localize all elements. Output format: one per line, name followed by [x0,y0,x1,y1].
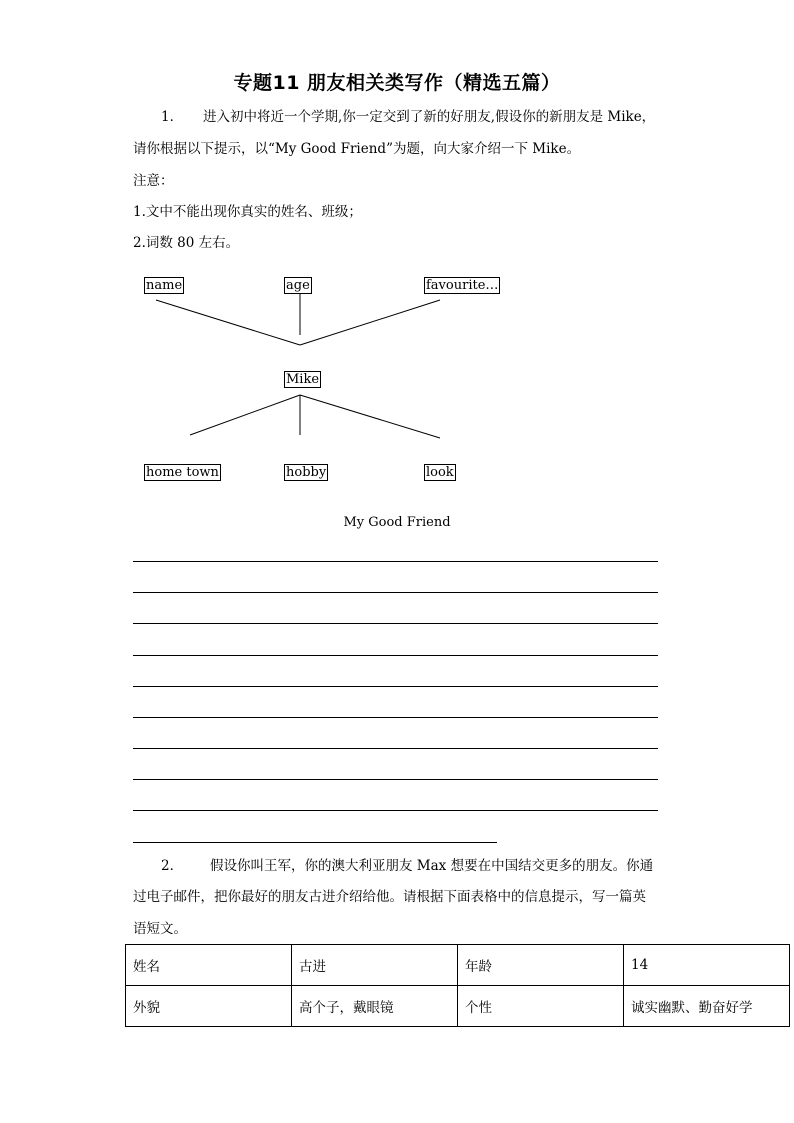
table-row [126,986,790,1027]
connector-look [300,395,440,438]
cell-value-appearance: 高个子，戴眼镜 [292,986,458,1027]
info-table [125,944,790,1027]
q1-number: 1． [161,109,184,125]
page-title: 专题11 朋友相关类写作（精选五篇） [233,72,561,94]
writing-line[interactable] [133,561,658,562]
writing-line[interactable] [133,810,658,811]
node-age: age [286,278,310,293]
cell-label-personality: 个性 [458,986,624,1027]
writing-line[interactable] [133,717,658,718]
node-name: name [146,278,183,293]
node-mike: Mike [286,372,320,387]
writing-line[interactable] [133,623,658,624]
connector-home-town [190,395,300,435]
q2-prompt-line1: 假设你叫王军，你的澳大利亚朋友 Max 想要在中国结交更多的朋友。你通 [210,858,654,874]
cell-label-name: 姓名 [126,945,292,986]
essay-title: My Good Friend [343,515,451,530]
writing-line[interactable] [133,779,658,780]
connector-name [156,300,300,345]
table-row [126,945,790,986]
q1-prompt-line2: 请你根据以下提示，以“My Good Friend”为题，向大家介绍一下 Mike。 [133,141,581,157]
node-home-town: home town [146,465,219,480]
q1-note-1: 1.文中不能出现你真实的姓名、班级； [133,204,362,220]
cell-value-personality: 诚实幽默、勤奋好学 [624,986,790,1027]
writing-line[interactable] [133,655,658,656]
writing-line-last[interactable] [133,842,497,843]
q1-note-label: 注意： [133,173,174,189]
node-favourite: favourite… [426,278,499,293]
cell-label-appearance: 外貌 [126,986,292,1027]
cell-value-name: 古进 [292,945,458,986]
q2-number: 2． [161,858,184,874]
cell-value-age: 14 [624,945,790,986]
writing-line[interactable] [133,592,658,593]
q2-prompt-line2: 过电子邮件，把你最好的朋友古进介绍给他。请根据下面表格中的信息提示，写一篇英 [133,889,646,905]
q1-prompt-line1: 进入初中将近一个学期,你一定交到了新的好朋友,假设你的新朋友是 Mike， [203,109,656,125]
q1-note-2: 2.词数 80 左右。 [133,235,240,251]
writing-line[interactable] [133,686,658,687]
cell-label-age: 年龄 [458,945,624,986]
connector-favourite [300,300,440,345]
node-look: look [426,465,454,480]
q2-prompt-line3: 语短文。 [133,921,187,937]
node-hobby: hobby [286,465,327,480]
writing-line[interactable] [133,748,658,749]
